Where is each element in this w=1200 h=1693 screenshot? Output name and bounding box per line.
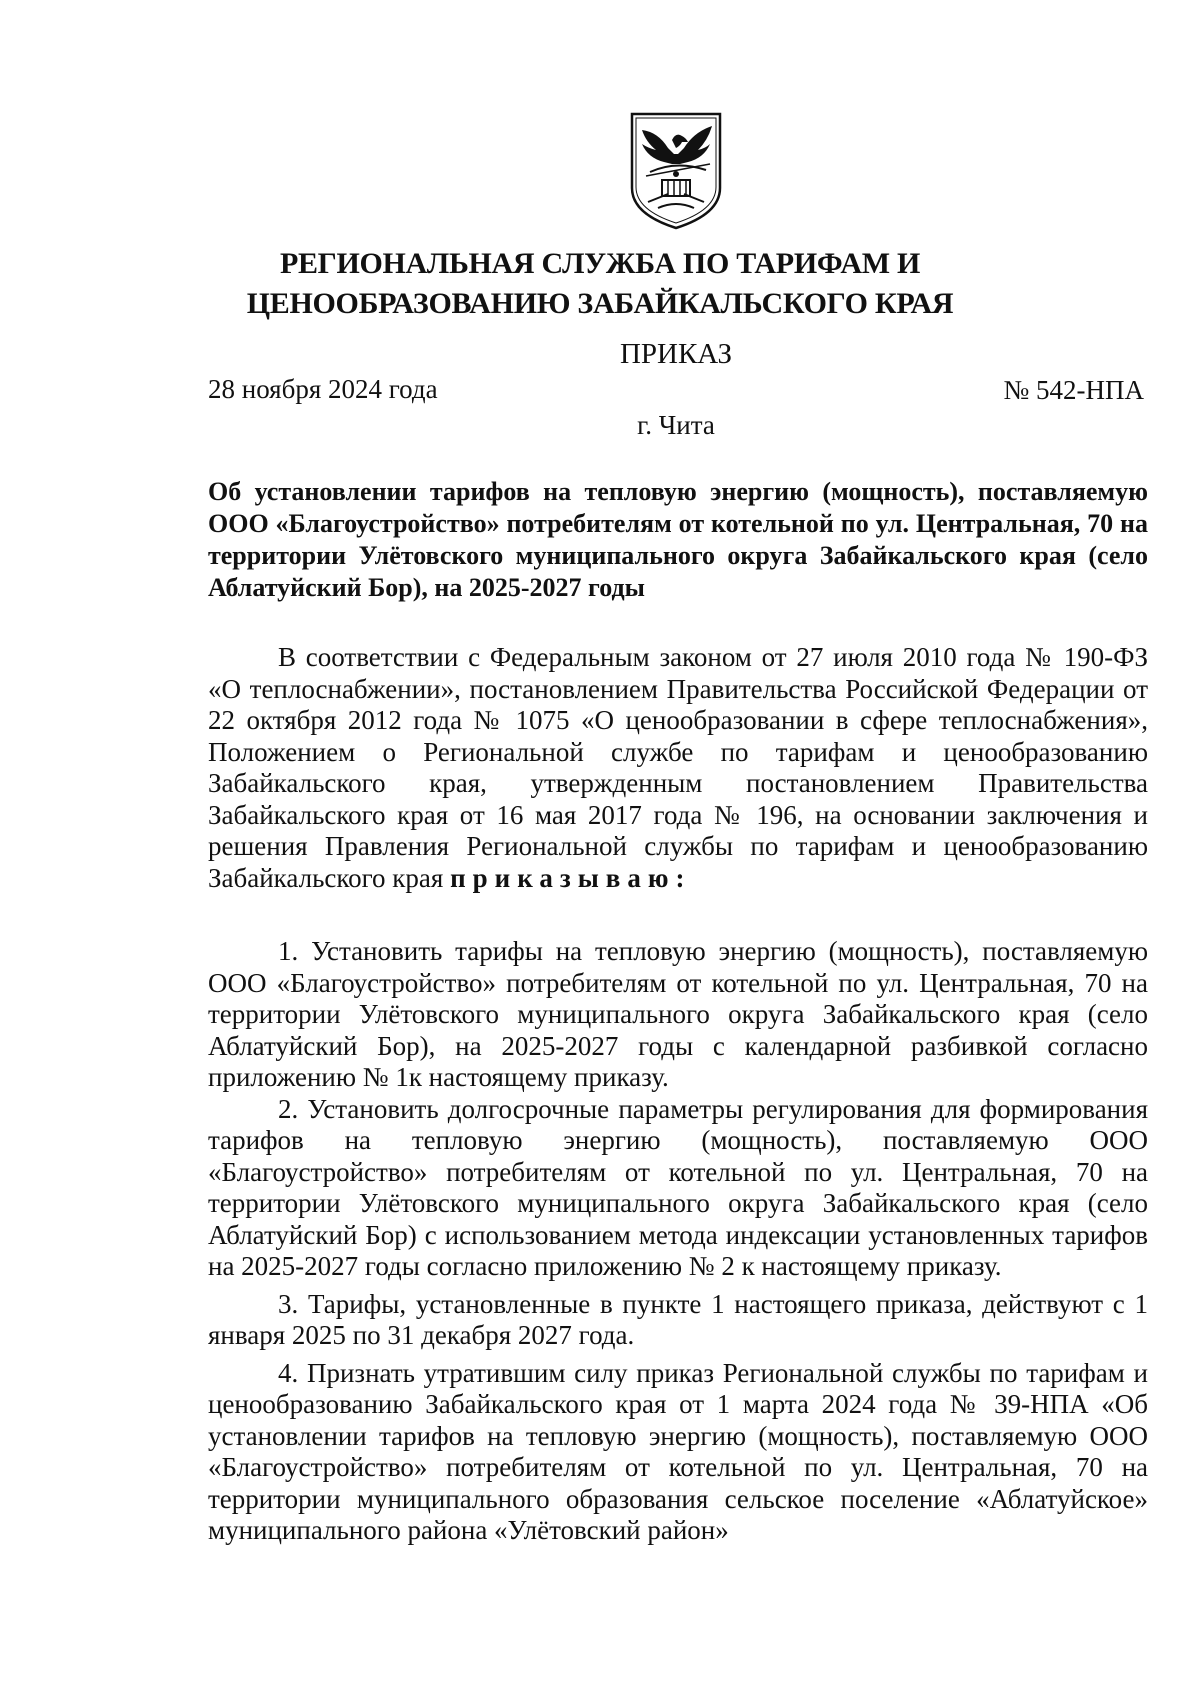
preamble (208, 642, 1148, 894)
document-number: № 542-НПА (1003, 375, 1144, 405)
organization-title (180, 244, 1020, 324)
order-item-3: 3. Тарифы, установленные в пункте 1 настоящего приказа, действуют с 1 января 2025 по 31 декабря 2027 года. (208, 1288, 1148, 1350)
order-item-1: 1. Установить тарифы на тепловую энергию (мощность), поставляемую ООО «Благоустройство» потребителям от котельной по ул. Центральная, 70 на территории Улётовского муниципального округа Забайкальского края (село Аблатуйский Бор), на 2025-2027 годы с календарной разбивкой согласно приложению № 1к настоящему приказу. (208, 936, 1148, 1092)
preamble-paragraph (208, 642, 1148, 894)
coat-of-arms-icon (628, 110, 724, 232)
organization-title-line-2: ЦЕНООБРАЗОВАНИЮ ЗАБАЙКАЛЬСКОГО КРАЯ (246, 287, 954, 320)
organization-title-line-1: РЕГИОНАЛЬНАЯ СЛУЖБА ПО ТАРИФАМ И (279, 247, 921, 280)
order-item-2: 2. Установить долгосрочные параметры регулирования для формирования тарифов на тепловую энергию (мощность), поставляемую ООО «Благоустройство» потребителям от котельной по ул. Центральная, 70 на территории Улётовского муниципального округа Забайкальского края (село Аблатуйский Бор) с использованием метода индексации установленных тарифов на 2025-2027 годы согласно приложению № 2 к настоящему приказу. (208, 1093, 1148, 1281)
document-date: 28 ноября 2024 года (208, 374, 438, 404)
document-city: г. Чита (637, 410, 715, 440)
order-word: приказываю: (450, 862, 692, 893)
preamble-text: В соответствии с Федеральным законом от 27 июля 2010 года № 190-ФЗ «О теплоснабжении», постановлением Правительства Российской Федерации от 22 октября 2012 года № 1075 «О ценообразовании в сфере теплоснабжения», Положением о Региональной службе по тарифам и ценообразованию Забайкальского края, утвержденным постановлением Правительства Забайкальского края от 16 мая 2017 года № 196, на основании заключения и решения Правления Региональной службы по тарифам и ценообразованию Забайкальского края (208, 642, 1148, 893)
order-item-4: 4. Признать утратившим силу приказ Региональной службы по тарифам и ценообразованию Забайкальского края от 1 марта 2024 года № 39-НПА «Об установлении тарифов на тепловую энергию (мощность), поставляемую ООО «Благоустройство» потребителям от котельной по ул. Центральная, 70 на территории муниципального образования сельское поселение «Аблатуйское» муниципального района «Улётовский район» (208, 1357, 1148, 1545)
order-items (208, 936, 1148, 1547)
document-subject: Об установлении тарифов на тепловую энергию (мощность), поставляемую ООО «Благоустройство» потребителям от котельной по ул. Центральная, 70 на территории Улётовского муниципального округа Забайкальского края (село Аблатуйский Бор), на 2025-2027 годы (208, 477, 1148, 602)
document-type: ПРИКАЗ (619, 338, 733, 370)
